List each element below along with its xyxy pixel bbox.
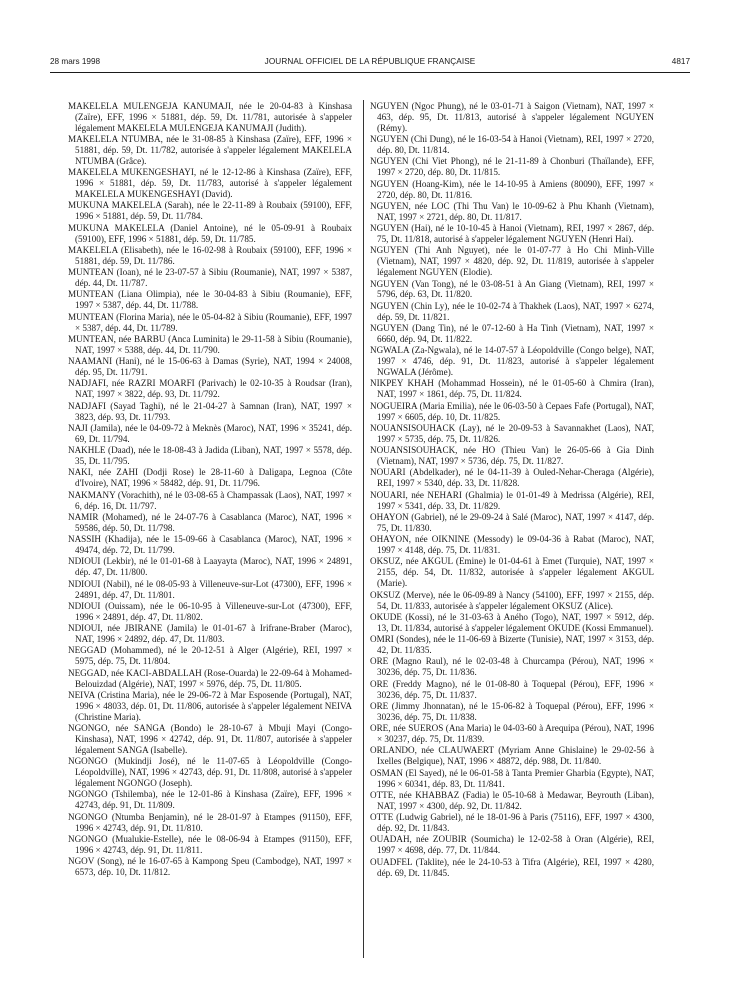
register-entry: NIKPEY KHAH (Mohammad Hossein), né le 01-05-60 à Chmira (Iran), NAT, 1997 × 1861, dép. 75, Dt. 11/824. bbox=[370, 378, 654, 400]
register-entry: MAKELELA (Elisabeth), née le 16-02-98 à Roubaix (59100), EFF, 1996 × 51881, dép. 59, Dt. 11/786. bbox=[68, 244, 352, 266]
register-entry: OSMAN (El Sayed), né le 06-01-58 à Tanta Premier Gharbia (Egypte), NAT, 1996 × 60341, dép. 83, Dt. 11/841. bbox=[370, 767, 654, 789]
register-entry: MUNTEAN, née BARBU (Anca Luminita) le 29-11-58 à Sibiu (Roumanie), NAT, 1997 × 5388, dép. 44, Dt. 11/790. bbox=[68, 333, 352, 355]
left-column bbox=[68, 101, 352, 878]
register-entry: NGUYEN (Hai), né le 10-10-45 à Hanoi (Vietnam), REI, 1997 × 2867, dép. 75, Dt. 11/818, autorisé à s'appeler légalement NGUYEN (Henri Hai). bbox=[370, 223, 654, 245]
header-date: 28 mars 1998 bbox=[50, 57, 101, 66]
register-entry: MAKELELA MUKENGESHAYI, né le 12-12-86 à Kinshasa (Zaïre), EFF, 1996 × 51881, dép. 59, Dt. 11/783, autorisé à s'appeler légalement MAKELELA MUKENGESHAYI (David). bbox=[68, 167, 352, 200]
register-entry: MUNTEAN (Ioan), né le 23-07-57 à Sibiu (Roumanie), NAT, 1997 × 5387, dép. 44, Dt. 11/787. bbox=[68, 267, 352, 289]
register-entry: NAJI (Jamila), née le 04-09-72 à Meknès (Maroc), NAT, 1996 × 35241, dép. 69, Dt. 11/794. bbox=[68, 422, 352, 444]
register-entry: NGUYEN (Ngoc Phung), né le 03-01-71 à Saigon (Vietnam), NAT, 1997 × 463, dép. 95, Dt. 11/813, autorisé à s'appeler légalement NGUYEN (Rémy). bbox=[370, 101, 654, 133]
register-entry: MUKUNA MAKELELA (Daniel Antoine), né le 05-09-91 à Roubaix (59100), EFF, 1996 × 51881, dép. 59, Dt. 11/785. bbox=[68, 222, 352, 244]
register-entry: NGONGO, née SANGA (Bondo) le 28-10-67 à Mbuji Mayi (Congo-Kinshasa), NAT, 1996 × 42742, dép. 91, Dt. 11/807, autorisée à s'appeler légalement SANGA (Isabelle). bbox=[68, 723, 352, 755]
register-entry: NAKMANY (Vorachith), né le 03-08-65 à Champassak (Laos), NAT, 1997 × 6, dép. 16, Dt. 11/797. bbox=[68, 489, 352, 511]
register-entry: NGONGO (Mukindji José), né le 11-07-65 à Léopoldville (Congo-Léopoldville), NAT, 1996 × 42743, dép. 91, Dt. 11/808, autorisé à s'appeler légalement NGONGO (Joseph). bbox=[68, 756, 352, 789]
register-entry: NGONGO (Mualukie-Estelle), née le 08-06-94 à Etampes (91150), EFF, 1996 × 42743, dép. 91, Dt. 11/811. bbox=[68, 833, 352, 855]
register-entry: NGONGO (Tshilemba), née le 12-01-86 à Kinshasa (Zaïre), EFF, 1996 × 42743, dép. 91, Dt. 11/809. bbox=[68, 789, 352, 811]
register-entry: NOGUEIRA (Maria Emilia), née le 06-03-50 à Cepaes Fafe (Portugal), NAT, 1997 × 6605, dép. 10, Dt. 11/825. bbox=[370, 400, 654, 422]
register-entry: OHAYON (Gabriel), né le 29-09-24 à Salé (Maroc), NAT, 1997 × 4147, dép. 75, Dt. 11/830. bbox=[370, 511, 654, 533]
register-entry: NAAMANI (Hani), né le 15-06-63 à Damas (Syrie), NAT, 1994 × 24008, dép. 95, Dt. 11/791. bbox=[68, 356, 352, 378]
register-entry: OTTE, née KHABBAZ (Fadia) le 05-10-68 à Medawar, Beyrouth (Liban), NAT, 1997 × 4300, dép. 92, Dt. 11/842. bbox=[370, 789, 654, 811]
register-entry: OKUDE (Kossi), né le 31-03-63 à Aného (Togo), NAT, 1997 × 5912, dép. 13, Dt. 11/834, autorisé à s'appeler légalement OKUDE (Kossi Emmanuel). bbox=[370, 611, 654, 633]
register-entry: ORE, née SUEROS (Ana Maria) le 04-03-60 à Arequipa (Pérou), NAT, 1996 × 30237, dép. 75, Dt. 11/839. bbox=[370, 723, 654, 745]
register-entry: NADJAFI, née RAZRI MOARFI (Parivach) le 02-10-35 à Roudsar (Iran), NAT, 1997 × 3822, dép. 93, Dt. 11/792. bbox=[68, 378, 352, 400]
header-rule bbox=[50, 72, 690, 73]
register-entry: NGUYEN, née LOC (Thi Thu Van) le 10-09-62 à Phu Khanh (Vietnam), NAT, 1997 × 2721, dép. 80, Dt. 11/817. bbox=[370, 200, 654, 222]
register-entry: NOUARI, née NEHARI (Ghalmia) le 01-01-49 à Medrissa (Algérie), REI, 1997 × 5341, dép. 33, Dt. 11/829. bbox=[370, 489, 654, 511]
register-entry: OKSUZ (Merve), née le 06-09-89 à Nancy (54100), EFF, 1997 × 2155, dép. 54, Dt. 11/833, autorisée à s'appeler légalement OKSUZ (Alice). bbox=[370, 589, 654, 611]
register-entry: NGUYEN (Dang Tin), né le 07-12-60 à Ha Tinh (Vietnam), NAT, 1997 × 6660, dép. 94, Dt. 11/822. bbox=[370, 323, 654, 344]
register-entry: OMRI (Sondes), née le 11-06-69 à Bizerte (Tunisie), NAT, 1997 × 3153, dép. 42, Dt. 11/835. bbox=[370, 634, 654, 656]
register-entry: NGUYEN (Chi Dung), né le 16-03-54 à Hanoi (Vietnam), REI, 1997 × 2720, dép. 80, Dt. 11/814. bbox=[370, 134, 654, 156]
register-entry: NOUANSISOUHACK, née HO (Thieu Van) le 26-05-66 à Gia Dinh (Vietnam), NAT, 1997 × 5736, dép. 75, Dt. 11/827. bbox=[370, 445, 654, 467]
register-entry: NGUYEN (Chi Viet Phong), né le 21-11-89 à Chonburi (Thaïlande), EFF, 1997 × 2720, dép. 80, Dt. 11/815. bbox=[370, 156, 654, 178]
column-divider bbox=[363, 100, 364, 958]
journal-title: JOURNAL OFFICIEL DE LA RÉPUBLIQUE FRANÇAISE bbox=[264, 57, 476, 66]
register-entry: OUADFEL (Taklite), née le 24-10-53 à Tifra (Algérie), REI, 1997 × 4280, dép. 69, Dt. 11/845. bbox=[370, 856, 654, 878]
register-entry: NAMIR (Mohamed), né le 24-07-76 à Casablanca (Maroc), NAT, 1996 × 59586, dép. 50, Dt. 11/798. bbox=[68, 511, 352, 533]
register-entry: NGUYEN (Hoang-Kim), née le 14-10-95 à Amiens (80090), EFF, 1997 × 2720, dép. 80, Dt. 11/816. bbox=[370, 178, 654, 200]
register-entry: NGWALA (Za-Ngwala), né le 14-07-57 à Léopoldville (Congo belge), NAT, 1997 × 4746, dép. 91, Dt. 11/823, autorisé à s'appeler légalement NGWALA (Jérôme). bbox=[370, 345, 654, 378]
register-entry: MAKELELA MULENGEJA KANUMAJI, née le 20-04-83 à Kinshasa (Zaïre), EFF, 1996 × 51881, dép. 59, Dt. 11/781, autorisée à s'appeler légalement MAKELELA MULENGEJA KANUMAJI (Judith). bbox=[68, 101, 352, 133]
register-entry: NGUYEN (Van Tong), né le 03-08-51 à An Giang (Vietnam), REI, 1997 × 5796, dép. 63, Dt. 11/820. bbox=[370, 278, 654, 300]
register-entry: MUNTEAN (Liana Olimpia), née le 30-04-83 à Sibiu (Roumanie), EFF, 1997 × 5387, dép. 44, Dt. 11/788. bbox=[68, 289, 352, 311]
register-entry: NEGGAD (Mohammed), né le 20-12-51 à Alger (Algérie), REI, 1997 × 5975, dép. 75, Dt. 11/804. bbox=[68, 645, 352, 667]
register-entry: MUNTEAN (Florina Maria), née le 05-04-82 à Sibiu (Roumanie), EFF, 1997 × 5387, dép. 44, Dt. 11/789. bbox=[68, 311, 352, 333]
register-entry: NEGGAD, née KACI-ABDALLAH (Rose-Ouarda) le 22-09-64 à Mohamed-Belouizdad (Algérie), NAT, 1997 × 5976, dép. 75, Dt. 11/805. bbox=[68, 667, 352, 689]
register-entry: OTTE (Ludwig Gabriel), né le 18-01-96 à Paris (75116), EFF, 1997 × 4300, dép. 92, Dt. 11/843. bbox=[370, 812, 654, 834]
register-entry: NAKI, née ZAHI (Dodji Rose) le 28-11-60 à Daligapa, Legnoa (Côte d'Ivoire), NAT, 1996 × 58482, dép. 91, Dt. 11/796. bbox=[68, 467, 352, 489]
register-entry: NDIOUI, née JBIRANE (Jamila) le 01-01-67 à Irifrane-Braber (Maroc), NAT, 1996 × 24892, dép. 47, Dt. 11/803. bbox=[68, 623, 352, 645]
register-entry: ORE (Magno Raul), né le 02-03-48 à Churcampa (Pérou), NAT, 1996 × 30236, dép. 75, Dt. 11/836. bbox=[370, 656, 654, 678]
register-entry: OKSUZ, née AKGUL (Emine) le 01-04-61 à Emet (Turquie), NAT, 1997 × 2155, dép. 54, Dt. 11/832, autorisée à s'appeler légalement AKGUL (Marie). bbox=[370, 556, 654, 589]
register-entry: NDIOUI (Nabil), né le 08-05-93 à Villeneuve-sur-Lot (47300), EFF, 1996 × 24891, dép. 47, Dt. 11/801. bbox=[68, 578, 352, 600]
register-entry: NGOV (Song), né le 16-07-65 à Kampong Speu (Cambodge), NAT, 1997 × 6573, dép. 10, Dt. 11/812. bbox=[68, 856, 352, 878]
right-column bbox=[370, 101, 654, 879]
register-entry: NGUYEN (Chin Ly), née le 10-02-74 à Thakhek (Laos), NAT, 1997 × 6274, dép. 59, Dt. 11/821. bbox=[370, 300, 654, 322]
register-entry: NOUANSISOUHACK (Lay), né le 20-09-53 à Savannakhet (Laos), NAT, 1997 × 5735, dép. 75, Dt. 11/826. bbox=[370, 422, 654, 444]
register-entry: ORLANDO, née CLAUWAERT (Myriam Anne Ghislaine) le 29-02-56 à Ixelles (Belgique), NAT, 1996 × 48872, dép. 988, Dt. 11/840. bbox=[370, 745, 654, 767]
register-entry: OUADAH, née ZOUBIR (Soumicha) le 12-02-58 à Oran (Algérie), REI, 1997 × 4698, dép. 77, Dt. 11/844. bbox=[370, 834, 654, 856]
register-entry: NGONGO (Ntumba Benjamin), né le 28-01-97 à Etampes (91150), EFF, 1996 × 42743, dép. 91, Dt. 11/810. bbox=[68, 811, 352, 833]
register-entry: NAKHLE (Daad), née le 18-08-43 à Jadida (Liban), NAT, 1997 × 5578, dép. 35, Dt. 11/795. bbox=[68, 445, 352, 467]
register-entry: NASSIH (Khadija), née le 15-09-66 à Casablanca (Maroc), NAT, 1996 × 49474, dép. 72, Dt. 11/799. bbox=[68, 534, 352, 556]
register-entry: OHAYON, née OIKNINE (Messody) le 09-04-36 à Rabat (Maroc), NAT, 1997 × 4148, dép. 75, Dt. 11/831. bbox=[370, 534, 654, 556]
register-entry: NDIOUI (Ouissam), née le 06-10-95 à Villeneuve-sur-Lot (47300), EFF, 1996 × 24891, dép. 47, Dt. 11/802. bbox=[68, 600, 352, 622]
register-entry: NOUARI (Abdelkader), né le 04-11-39 à Ouled-Nehar-Cheraga (Algérie), REI, 1997 × 5340, dép. 33, Dt. 11/828. bbox=[370, 467, 654, 489]
register-entry: NDIOUI (Lekbir), né le 01-01-68 à Laayayta (Maroc), NAT, 1996 × 24891, dép. 47, Dt. 11/800. bbox=[68, 556, 352, 578]
register-entry: MAKELELA NTUMBA, née le 31-08-85 à Kinshasa (Zaïre), EFF, 1996 × 51881, dép. 59, Dt. 11/782, autorisée à s'appeler légalement MAKELELA NTUMBA (Grâce). bbox=[68, 134, 352, 166]
register-entry: NGUYEN (Thi Anh Nguyet), née le 01-07-77 à Ho Chi Minh-Ville (Vietnam), NAT, 1997 × 4820, dép. 92, Dt. 11/819, autorisée à s'appeler légalement NGUYEN (Elodie). bbox=[370, 245, 654, 278]
register-entry: ORE (Freddy Magno), né le 01-08-80 à Toquepal (Pérou), EFF, 1996 × 30236, dép. 75, Dt. 11/837. bbox=[370, 678, 654, 700]
page-header bbox=[50, 57, 690, 71]
page-number: 4817 bbox=[671, 57, 690, 66]
register-entry: NEIVA (Cristina Maria), née le 29-06-72 à Mar Esposende (Portugal), NAT, 1996 × 48033, dép. 01, Dt. 11/806, autorisée à s'appeler légalement NEIVA (Christine Maria). bbox=[68, 689, 352, 722]
register-entry: MUKUNA MAKELELA (Sarah), née le 22-11-89 à Roubaix (59100), EFF, 1996 × 51881, dép. 59, Dt. 11/784. bbox=[68, 200, 352, 222]
register-entry: ORE (Jimmy Jhonnatan), né le 15-06-82 à Toquepal (Pérou), EFF, 1996 × 30236, dép. 75, Dt. 11/838. bbox=[370, 700, 654, 722]
register-entry: NADJAFI (Sayad Taghi), né le 21-04-27 à Samnan (Iran), NAT, 1997 × 3823, dép. 93, Dt. 11/793. bbox=[68, 400, 352, 422]
